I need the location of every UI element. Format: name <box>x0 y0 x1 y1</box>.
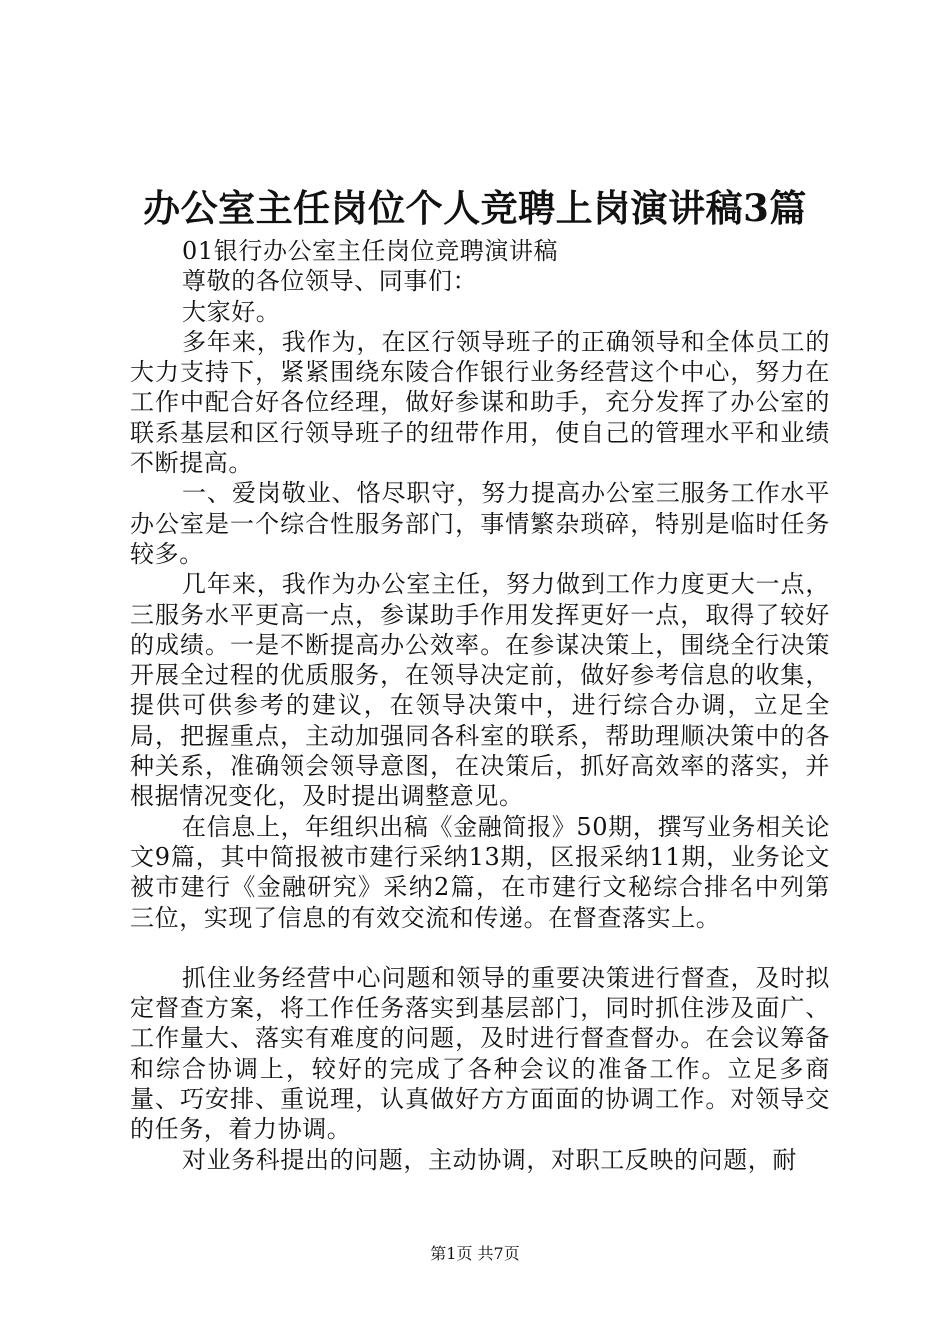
document-body <box>130 236 830 1175</box>
salutation: 尊敬的各位领导、同事们： <box>182 267 478 296</box>
body-paragraph: 抓住业务经营中心问题和领导的重要决策进行督查，及时拟定督查方案，将工作任务落实到基层部门，同时抓住涉及面广、工作量大、落实有难度的问题，及时进行督查督办。在会议筹备和综合协调上，较好的完成了各种会议的准备工作。立足多商量、巧安排、重说理，认真做好方方面面的协调工作。对领导交的任务，着力协调。 <box>130 963 830 1144</box>
document-title: 办公室主任岗位个人竞聘上岗演讲稿3篇 <box>143 186 807 230</box>
body-paragraph: 几年来，我作为办公室主任，努力做到工作力度更大一点，三服务水平更高一点，参谋助手作用发挥更好一点，取得了较好的成绩。一是不断提高办公效率。在参谋决策上，围绕全行决策开展全过程的优质服务，在领导决定前，做好参考信息的收集，提供可供参考的建议，在领导决策中，进行综合办调，立足全局，把握重点，主动加强同各科室的联系，帮助理顺决策中的各种关系，准确领会领导意图，在决策后，抓好高效率的落实，并根据情况变化，及时提出调整意见。 <box>130 570 830 811</box>
body-paragraph: 在信息上，年组织出稿《金融简报》50期，撰写业务相关论文9篇，其中简报被市建行采纳13期，区报采纳11期，业务论文被市建行《金融研究》采纳2篇，在市建行文秘综合排名中列第三位，实现了信息的有效交流和传递。在督查落实上。 <box>130 812 830 932</box>
body-paragraph: 一、爱岗敬业、恪尽职守，努力提高办公室三服务工作水平办公室是一个综合性服务部门，事情繁杂琐碎，特别是临时任务较多。 <box>130 479 830 568</box>
body-paragraph: 多年来，我作为，在区行领导班子的正确领导和全体员工的大力支持下，紧紧围绕东陵合作银行业务经营这个中心，努力在工作中配合好各位经理，做好参谋和助手，充分发挥了办公室的联系基层和区行领导班子的纽带作用，使自己的管理水平和业绩不断提高。 <box>130 327 830 478</box>
section-heading: 01银行办公室主任岗位竞聘演讲稿 <box>182 237 559 265</box>
body-paragraph: 对业务科提出的问题，主动协调，对职工反映的问题，耐 <box>182 1145 797 1174</box>
page-number: 第1页 共7页 <box>430 1244 520 1263</box>
greeting: 大家好。 <box>182 297 281 326</box>
